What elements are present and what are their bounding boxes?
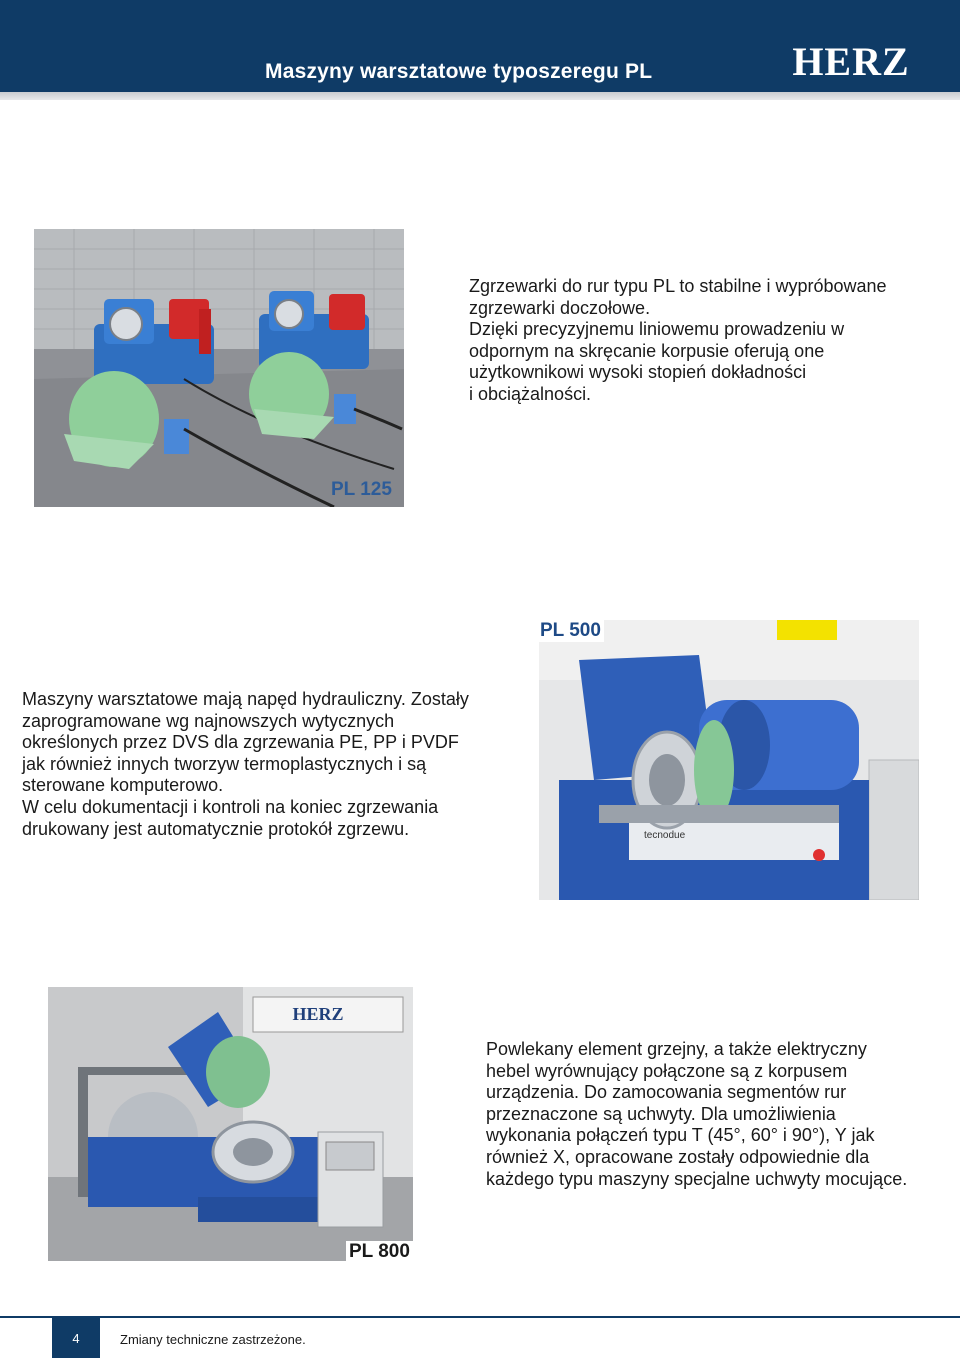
pl500-photo bbox=[539, 620, 919, 900]
pl500-label: PL 500 bbox=[539, 620, 604, 642]
text-line: Maszyny warsztatowe mają napęd hydrauliczny. Zostały bbox=[22, 689, 469, 709]
text-line: wykonania połączeń typu T (45°, 60° i 90°), Y jak bbox=[486, 1125, 875, 1146]
text-line: Dzięki precyzyjnemu liniowemu prowadzeniu w bbox=[469, 319, 845, 340]
text-line: przeznaczone są uchwyty. Dla umożliwienia bbox=[486, 1103, 836, 1124]
text-line: użytkownikowi wysoki stopień dokładności bbox=[469, 362, 807, 383]
svg-text:tecnodue: tecnodue bbox=[644, 830, 686, 841]
text-line: i obciążalności. bbox=[469, 383, 592, 404]
text-line: urządzenia. Do zamocowania segmentów rur bbox=[486, 1082, 847, 1103]
text-line: jak również innych tworzyw termoplastycznych i są bbox=[22, 753, 427, 774]
text-line: W celu dokumentacji i kontroli na koniec zgrzewania bbox=[22, 796, 439, 817]
text-line: zgrzewarki doczołowe. bbox=[469, 297, 651, 318]
pl125-label: PL 125 bbox=[331, 479, 392, 500]
text-line: również X, opracowane zostały odpowiednie dla bbox=[486, 1146, 870, 1167]
pl125-photo bbox=[34, 229, 404, 507]
pl800-label: PL 800 bbox=[346, 1241, 413, 1261]
pl800-photo bbox=[48, 987, 413, 1261]
text-line: hebel wyrównujący połączone są z korpusem bbox=[486, 1060, 848, 1081]
page-number: 4 bbox=[52, 1318, 100, 1358]
pl500-description bbox=[22, 689, 469, 840]
footer-divider bbox=[0, 1316, 960, 1318]
page-title: Maszyny warsztatowe typoszeregu PL bbox=[265, 60, 653, 83]
text-line: Zgrzewarki do rur typu PL to stabilne i wypróbowane bbox=[469, 276, 887, 296]
header-divider bbox=[0, 92, 960, 100]
text-line: drukowany jest automatycznie protokół zgrzewu. bbox=[22, 818, 410, 839]
text-line: zaprogramowane wg najnowszych wytycznych bbox=[22, 710, 395, 731]
logo-text: HERZ bbox=[792, 42, 910, 82]
herz-sign-text: HERZ bbox=[292, 1004, 344, 1024]
pl800-description bbox=[486, 1039, 907, 1190]
text-line: Powlekany element grzejny, a także elektryczny bbox=[486, 1039, 867, 1059]
herz-logo bbox=[780, 42, 922, 82]
text-line: każdego typu maszyny specjalne uchwyty mocujące. bbox=[486, 1168, 908, 1189]
pl125-description bbox=[469, 276, 887, 406]
text-line: odpornym na skręcanie korpusie oferują one bbox=[469, 340, 825, 361]
footer-note: Zmiany techniczne zastrzeżone. bbox=[120, 1332, 306, 1347]
text-line: sterowane komputerowo. bbox=[22, 775, 224, 796]
text-line: określonych przez DVS dla zgrzewania PE, PP i PVDF bbox=[22, 732, 459, 753]
